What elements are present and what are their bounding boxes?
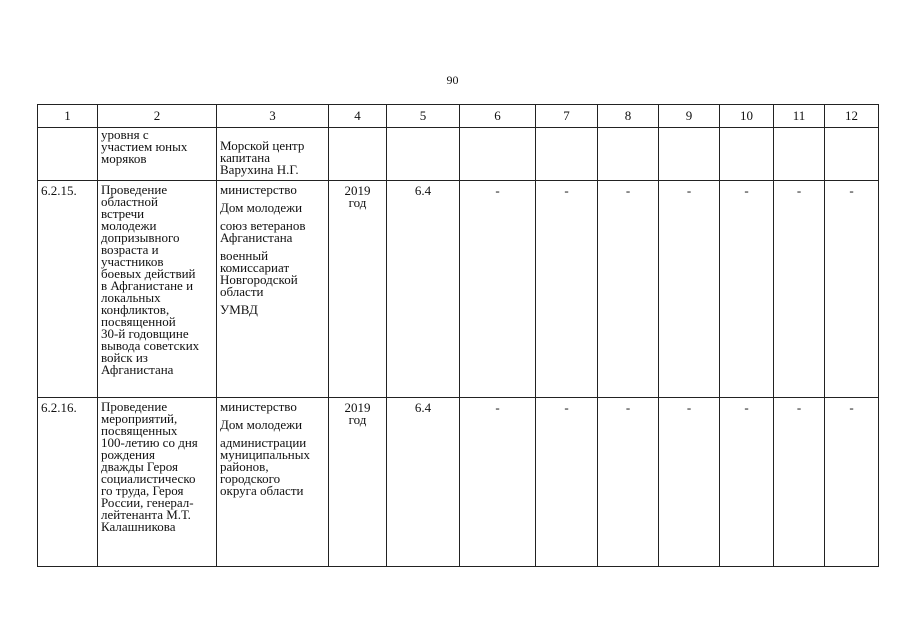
event-line: в Афганистане и: [101, 278, 194, 293]
executor-line: Варухина Н.Г.: [220, 162, 299, 177]
event-line: Афганистана: [101, 362, 174, 377]
column-header: 1: [38, 105, 98, 128]
year-line: 2019: [344, 183, 371, 198]
executor-line: муниципальных: [220, 447, 311, 462]
event-line: го труда, Героя: [101, 483, 184, 498]
executor-block: [220, 401, 326, 413]
dash-value: -: [744, 183, 749, 198]
executor-cell: [217, 398, 329, 567]
dash-cell: [598, 181, 659, 398]
year-cell: [329, 181, 387, 398]
fund-value: 6.4: [414, 183, 432, 198]
table-row: [38, 398, 879, 567]
executor-line: союз ветеранов: [220, 218, 306, 233]
column-header: 11: [774, 105, 825, 128]
executor-line: администрации: [220, 435, 307, 450]
year-cell: [329, 398, 387, 567]
event-line: мероприятий,: [101, 411, 178, 426]
event-line: посвященных: [101, 423, 178, 438]
column-header: 10: [720, 105, 774, 128]
executor-block: [220, 220, 326, 244]
executor-cell: [217, 128, 329, 181]
column-header: 6: [460, 105, 536, 128]
event-line: Проведение: [101, 399, 168, 414]
dash-cell: [774, 398, 825, 567]
page-number: 90: [446, 73, 459, 87]
row-number-cell: [38, 398, 98, 567]
dash-value: -: [564, 400, 569, 415]
executor-block: [220, 304, 326, 316]
event-line: допризывного: [101, 230, 180, 245]
dash-value: -: [625, 183, 631, 198]
executor-line: Дом молодежи: [220, 417, 303, 432]
fund-cell: [387, 398, 460, 567]
event-line: локальных: [101, 290, 161, 305]
event-line: участников: [101, 254, 164, 269]
dash-value: -: [686, 183, 692, 198]
dash-value: -: [564, 183, 569, 198]
dash-cell: [536, 398, 598, 567]
event-line: моряков: [101, 151, 147, 166]
empty-cell: [659, 128, 720, 181]
executor-block: [220, 140, 326, 176]
empty-cell: [598, 128, 659, 181]
executor-block: [220, 250, 326, 298]
event-line: областной: [101, 194, 158, 209]
executor-line: округа области: [220, 483, 304, 498]
row-number-cell: [38, 181, 98, 398]
dash-cell: [825, 181, 879, 398]
dash-value: -: [744, 400, 749, 415]
event-line: 30-й годовщине: [101, 326, 189, 341]
executor-block: [220, 184, 326, 196]
table-row: [38, 181, 879, 398]
executor-line: городского: [220, 471, 281, 486]
event-line: молодежи: [101, 218, 157, 233]
event-line: дважды Героя: [101, 459, 178, 474]
executor-line: УМВД: [220, 302, 258, 317]
event-line: возраста и: [101, 242, 159, 257]
empty-cell: [329, 128, 387, 181]
column-header: 3: [217, 105, 329, 128]
row-number-cell: [38, 128, 98, 181]
column-header: 5: [387, 105, 460, 128]
header-row: [38, 105, 879, 128]
empty-cell: [825, 128, 879, 181]
event-line: посвященной: [101, 314, 176, 329]
executor-line: капитана: [220, 150, 270, 165]
column-header: 12: [825, 105, 879, 128]
executor-block: [220, 419, 326, 431]
dash-cell: [659, 398, 720, 567]
dash-cell: [536, 181, 598, 398]
event-cell: [98, 128, 217, 181]
event-line: социалистическо: [101, 471, 196, 486]
row-number: 6.2.15.: [41, 183, 77, 198]
empty-cell: [387, 128, 460, 181]
executor-line: Морской центр: [220, 138, 305, 153]
dash-cell: [720, 398, 774, 567]
dash-value: -: [495, 183, 500, 198]
executor-line: министерство: [220, 399, 297, 414]
column-header: 4: [329, 105, 387, 128]
executor-block: [220, 202, 326, 214]
executor-line: области: [220, 284, 264, 299]
dash-cell: [460, 181, 536, 398]
empty-cell: [774, 128, 825, 181]
event-line: боевых действий: [101, 266, 196, 281]
year-line: 2019: [344, 400, 371, 415]
executor-line: министерство: [220, 182, 297, 197]
fund-value: 6.4: [414, 400, 432, 415]
dash-value: -: [796, 183, 802, 198]
event-line: 100-летию со дня: [101, 435, 198, 450]
dash-cell: [460, 398, 536, 567]
dash-value: -: [495, 400, 500, 415]
event-line: лейтенанта М.Т.: [101, 507, 191, 522]
event-cell: [98, 181, 217, 398]
column-header: 2: [98, 105, 217, 128]
executor-block: [220, 437, 326, 497]
executor-line: Новгородской: [220, 272, 298, 287]
event-line: конфликтов,: [101, 302, 170, 317]
event-line: рождения: [101, 447, 155, 462]
event-cell: [98, 398, 217, 567]
executor-cell: [217, 181, 329, 398]
empty-cell: [536, 128, 598, 181]
executor-line: комиссариат: [220, 260, 290, 275]
dash-cell: [774, 181, 825, 398]
event-line: вывода советских: [101, 338, 200, 353]
event-line: Проведение: [101, 182, 168, 197]
event-line: Калашникова: [101, 519, 176, 534]
dash-value: -: [796, 400, 802, 415]
event-line: уровня с: [101, 127, 149, 142]
dash-value: -: [849, 400, 854, 415]
dash-value: -: [625, 400, 631, 415]
dash-cell: [720, 181, 774, 398]
event-line: войск из: [101, 350, 148, 365]
plan-table: [37, 104, 879, 567]
event-line: участием юных: [101, 139, 188, 154]
event-line: России, генерал-: [101, 495, 194, 510]
year-line: год: [348, 195, 367, 210]
executor-line: Афганистана: [220, 230, 293, 245]
empty-cell: [720, 128, 774, 181]
year-line: год: [348, 412, 367, 427]
dash-cell: [825, 398, 879, 567]
executor-line: Дом молодежи: [220, 200, 303, 215]
event-line: встречи: [101, 206, 145, 221]
dash-cell: [598, 398, 659, 567]
row-number: 6.2.16.: [41, 400, 77, 415]
dash-value: -: [686, 400, 692, 415]
column-header: 9: [659, 105, 720, 128]
dash-value: -: [849, 183, 854, 198]
column-header: 8: [598, 105, 659, 128]
executor-line: военный: [220, 248, 269, 263]
fund-cell: [387, 181, 460, 398]
table-row: [38, 128, 879, 181]
executor-line: районов,: [220, 459, 269, 474]
dash-cell: [659, 181, 720, 398]
column-header: 7: [536, 105, 598, 128]
empty-cell: [460, 128, 536, 181]
